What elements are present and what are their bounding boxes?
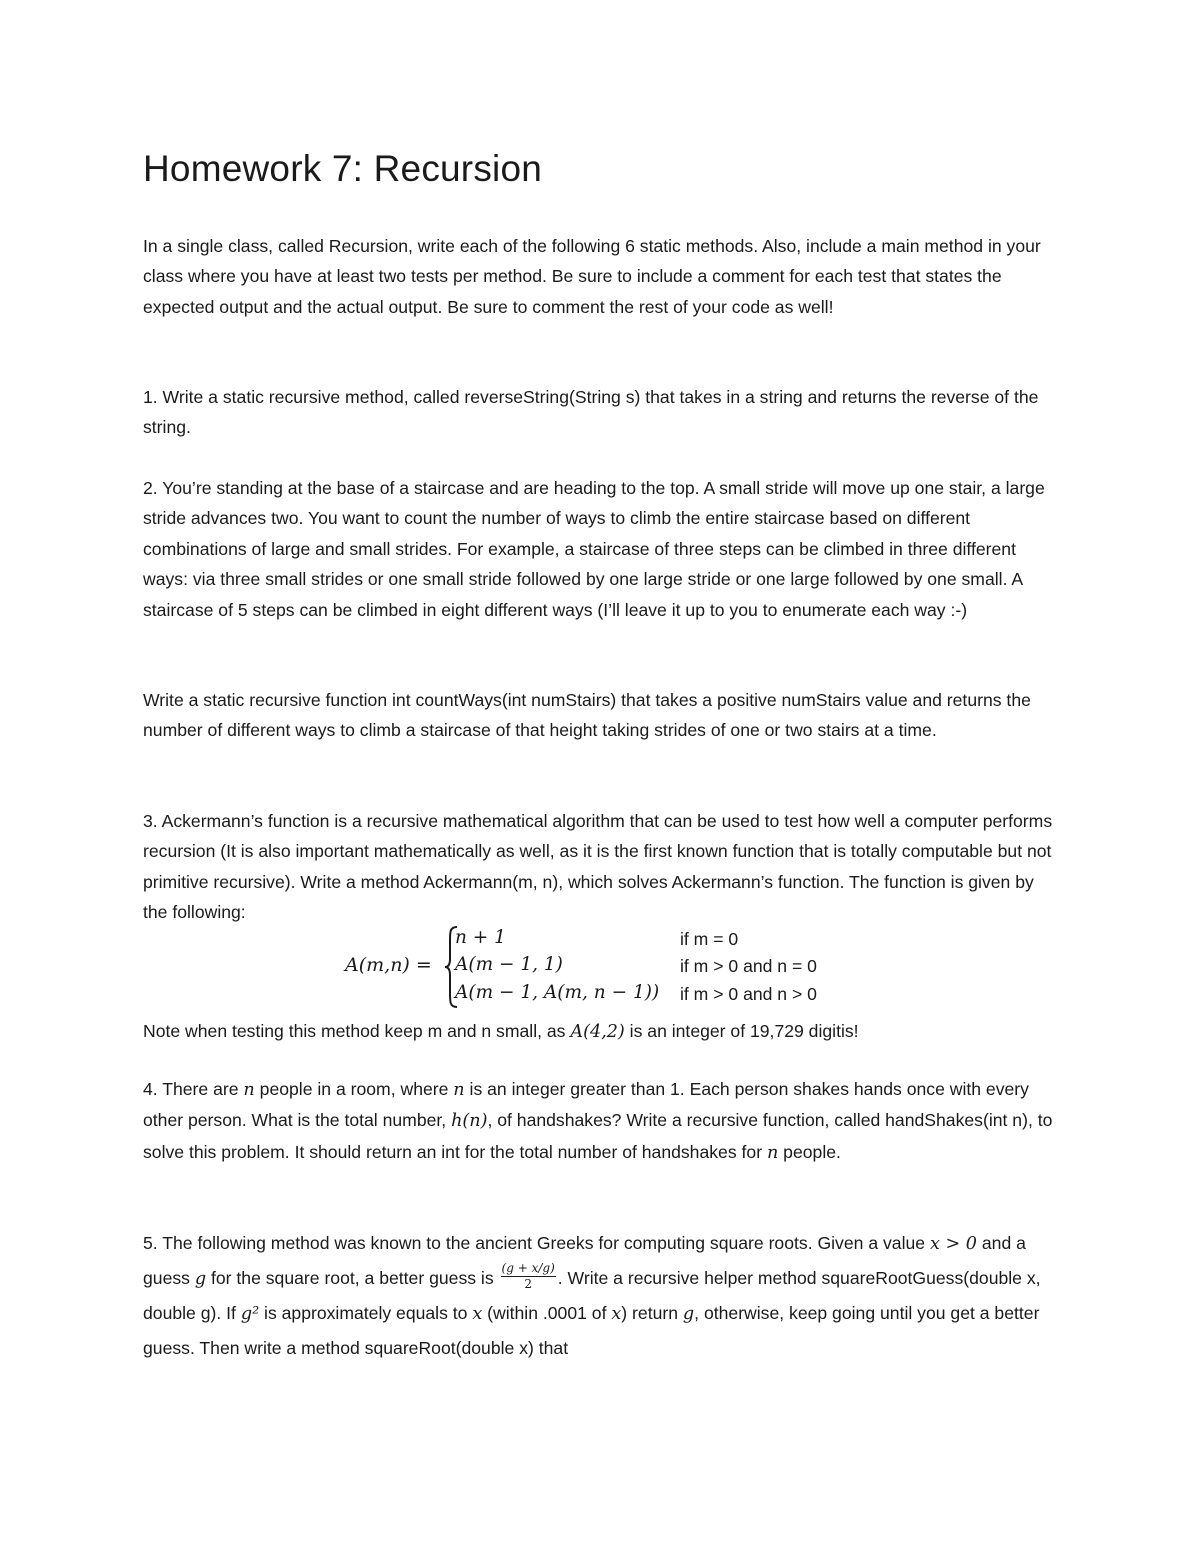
note-text-a: Note when testing this method keep m and n small, as [143,1021,571,1041]
better-guess-fraction [501,1262,556,1291]
page-title: Homework 7: Recursion [143,148,543,189]
q5-text-7: ) return [621,1303,683,1323]
q5-math-g-squared: g² [240,1304,260,1324]
q4-text-5: people. [778,1141,841,1162]
formula-case-1-expr: n + 1 [455,927,506,948]
q5-text-3: for the square root, a better guess is [206,1268,499,1288]
q4-text-4: , of handshakes? Write a recursive function, called handShakes(int n), to solve this problem. It should return an int for the total number of handshakes for [143,1110,1053,1162]
fraction-numerator: (g + x/g) [501,1260,555,1275]
q4-text-2: people in a room, where [254,1079,454,1099]
formula-case-1-cond: if m = 0 [680,929,739,949]
formula-case-3-expr: A(m − 1, A(m, n − 1)) [455,982,660,1003]
q4-text-1: 4. There are [143,1079,244,1099]
question-2-part-2: Write a static recursive function int countWays(int numStairs) that takes a positive numStairs value and returns the number of different ways to climb a staircase of that height taking strides of one or two stairs at a time. [143,690,1031,741]
q5-math-x-gt-0: x > 0 [929,1234,977,1254]
question-3: 3. Ackermann’s function is a recursive mathematical algorithm that can be used to test how well a computer performs recursion (It is also important mathematically as well, as it is the first known function that is totally computable but not primitive recursive). Write a method Ackermann(m, n), which solves Ackermann’s function. The function is given by the following: [143,811,1053,923]
q5-math-g: g [194,1269,207,1289]
q5-text-8: , otherwise, keep going until you get a better guess. Then write a method squareRoot(double x) that [143,1303,1040,1358]
q5-text-5: is approximately equals to [259,1303,473,1323]
q5-text-6: (within .0001 of [482,1303,612,1323]
ackermann-formula [0,926,1200,1010]
q4-math-n-1: n [243,1080,255,1100]
formula-case-3-cond: if m > 0 and n > 0 [680,984,817,1004]
q5-math-x-1: x [472,1304,483,1324]
intro-paragraph: In a single class, called Recursion, write each of the following 6 static methods. Also, include a main method in your class where you have at least two tests per method. Be sure to include a comment for each test that states the expected output and the actual output. Be sure to comment the rest of your code as well! [143,236,1041,317]
note-text-b: is an integer of 19,729 digitis! [624,1021,859,1041]
formula-lhs: A(m,n) = [345,954,432,976]
fraction-denominator: 2 [524,1276,532,1291]
q5-text-1: 5. The following method was known to the ancient Greeks for computing square roots. Given a value [143,1233,930,1253]
question-1: 1. Write a static recursive method, called reverseString(String s) that takes in a string and returns the reverse of the string. [143,387,1039,438]
q5-text-4: . Write a recursive helper method squareRootGuess(double x, double g). If [143,1268,1041,1323]
formula-case-2-cond: if m > 0 and n = 0 [680,956,817,976]
q5-text-2: and a guess [143,1233,1026,1288]
question-5 [143,1226,1063,1365]
q5-math-x-2: x [611,1304,622,1324]
question-2-part-1: 2. You’re standing at the base of a staircase and are heading to the top. A small stride will move up one stair, a large stride advances two. You want to count the number of ways to climb the entire staircase based on different combinations of large and small strides. For example, a staircase of three steps can be climbed in three different ways: via three small strides or one small stride followed by one large stride or one large followed by one small. A staircase of 5 steps can be climbed in eight different ways (I’ll leave it up to you to enumerate each way :-) [143,478,1045,620]
q4-text-3: is an integer greater than 1. Each person shakes hands once with every other person. What is the total number, [143,1079,1029,1131]
q4-math-h-n: h(n) [451,1111,488,1132]
note-math: A(4,2) [570,1022,625,1042]
q4-math-n-2: n [453,1080,465,1100]
q5-math-g-2: g [682,1304,695,1324]
formula-case-2-expr: A(m − 1, 1) [455,954,563,975]
q4-math-n-3: n [766,1142,779,1163]
question-4 [143,1074,1063,1168]
question-3-note [143,1016,1063,1047]
